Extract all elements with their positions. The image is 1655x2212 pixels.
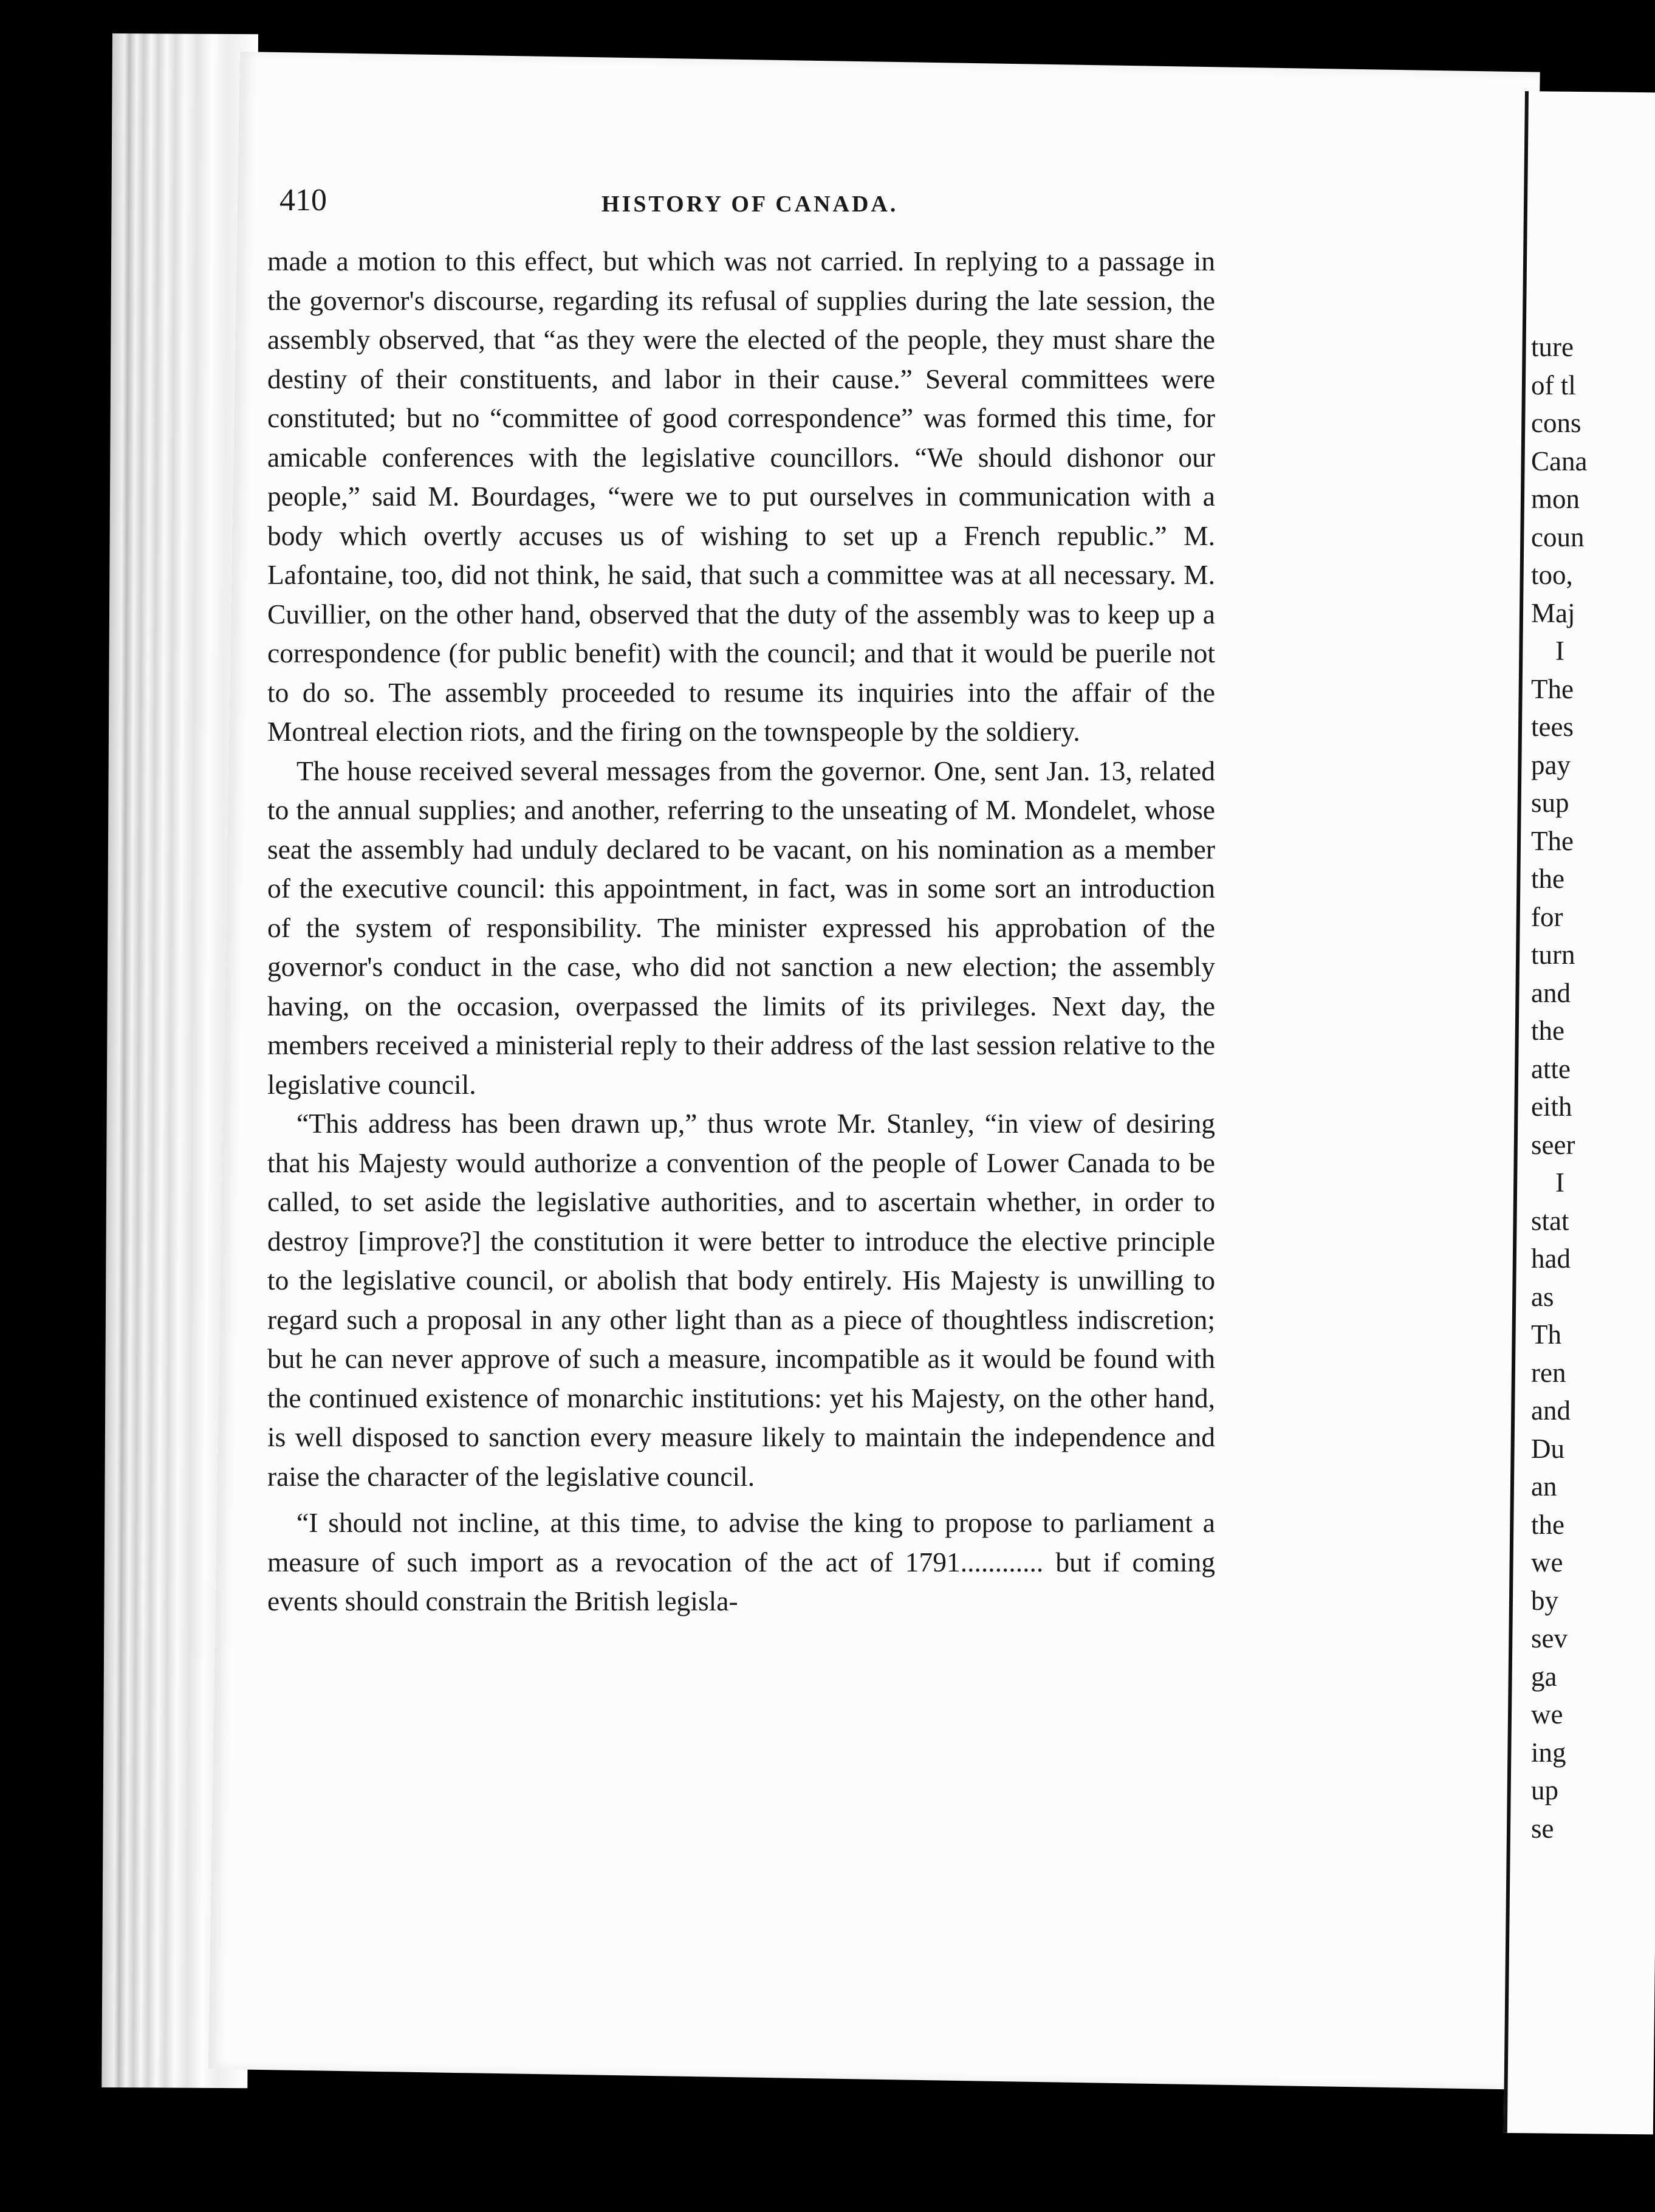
facing-line: for — [1531, 901, 1563, 932]
facing-line: we — [1531, 1547, 1563, 1578]
paragraph: “This address has been drawn up,” thus wrote Mr. Stanley, “in view of desiring that his Majesty would authorize a convention of the people of Lower Canada to be called, to set aside the legislative authorities, and to ascertain whether, in order to destroy [improve?] the constitution it were better to introduce the elective principle to the legislative council, or abolish that body entirely. His Majesty is unwilling to regard such a proposal in any other light than as a piece of thoughtless indiscretion; but he can never approve of such a measure, incompatible as it would be found with the continued existence of monarchic institutions: yet his Majesty, on the other hand, is well disposed to sanction every measure likely to maintain the independence and raise the character of the legislative council. — [267, 1108, 1215, 1492]
facing-line: up — [1531, 1775, 1558, 1805]
facing-line: an — [1531, 1471, 1557, 1502]
facing-line: we — [1531, 1699, 1563, 1729]
facing-line: turn — [1531, 939, 1575, 970]
facing-line: as — [1531, 1281, 1554, 1312]
facing-line: Th — [1531, 1319, 1561, 1350]
body-text — [267, 242, 1215, 1621]
facing-line: the — [1531, 1509, 1564, 1540]
facing-line: and — [1531, 1395, 1571, 1426]
facing-line: sup — [1531, 788, 1569, 818]
facing-line: the — [1531, 864, 1564, 894]
facing-line: se — [1531, 1813, 1554, 1844]
page-header — [279, 182, 1118, 237]
running-title: HISTORY OF CANADA. — [601, 191, 899, 217]
facing-line: pay — [1531, 749, 1571, 780]
facing-line: mon — [1531, 484, 1580, 514]
paragraph: made a motion to this effect, but which was not carried. In replying to a passage in the governor's discourse, regarding its refusal of supplies during the late session, the assembly observed, that “as they were the elected of the people, they must share the destiny of their constituents, and labor in their cause.” Several committees were constituted; but no “committee of good correspondence” was formed this time, for amicable conferences with the legislative councillors. “We should dishonor our people,” said M. Bourdages, “were we to put ourselves in communication with a body which overtly accuses us of wishing to set up a French republic.” M. Lafontaine, too, did not think, he said, that such a committee was at all necessary. M. Cuvillier, on the other hand, observed that the duty of the assembly was to keep up a correspondence (for public benefit) with the council; and that it would be puerile not to do so. The assembly proceeded to resume its inquiries into the affair of the Montreal election riots, and the firing on the townspeople by the soldiery. — [267, 246, 1215, 747]
facing-line: sev — [1531, 1623, 1568, 1654]
facing-line: I — [1555, 1167, 1564, 1198]
facing-line: tees — [1531, 712, 1574, 742]
facing-line: coun — [1531, 521, 1585, 552]
facing-line: The — [1531, 673, 1574, 704]
page-number: 410 — [279, 183, 327, 218]
facing-line: the — [1531, 1015, 1564, 1046]
paragraph: The house received several messages from the governor. One, sent Jan. 13, related to the annual supplies; and another, referring to the unseating of M. Mondelet, whose seat the assembly had unduly declared to be vacant, on his nomination as a member of the executive council: this appointment, in fact, was in some sort an introduction of the system of responsibility. The minister expressed his approbation of the governor's conduct in the case, who did not sanction a new election; the assembly having, on the occasion, overpassed the limits of its privileges. Next day, the members received a ministerial reply to their address of the last session relative to the legislative council. — [267, 755, 1215, 1100]
facing-line: atte — [1531, 1053, 1571, 1084]
facing-line: Maj — [1531, 597, 1575, 628]
facing-line: ren — [1531, 1357, 1566, 1388]
facing-line: I — [1555, 636, 1564, 666]
facing-line: seer — [1531, 1129, 1575, 1160]
facing-line: and — [1531, 977, 1571, 1008]
facing-line: too, — [1531, 560, 1573, 590]
facing-line: Cana — [1531, 445, 1588, 476]
facing-page-text — [1531, 328, 1653, 1847]
facing-line: cons — [1531, 408, 1581, 438]
paragraph: “I should not incline, at this time, to advise the king to propose to parliament a measure of such import as a revocation of the act of 1791............ but if coming events should constrain the British legisla- — [267, 1507, 1215, 1616]
facing-line: ture — [1531, 332, 1574, 362]
facing-line: stat — [1531, 1205, 1569, 1236]
facing-line: of tl — [1531, 369, 1576, 400]
facing-line: The — [1531, 825, 1574, 856]
facing-line: eith — [1531, 1091, 1572, 1122]
facing-line: had — [1531, 1243, 1571, 1274]
facing-line: by — [1531, 1585, 1558, 1616]
facing-line: ga — [1531, 1661, 1557, 1692]
facing-line: ing — [1531, 1737, 1566, 1768]
facing-line: Du — [1531, 1433, 1564, 1464]
